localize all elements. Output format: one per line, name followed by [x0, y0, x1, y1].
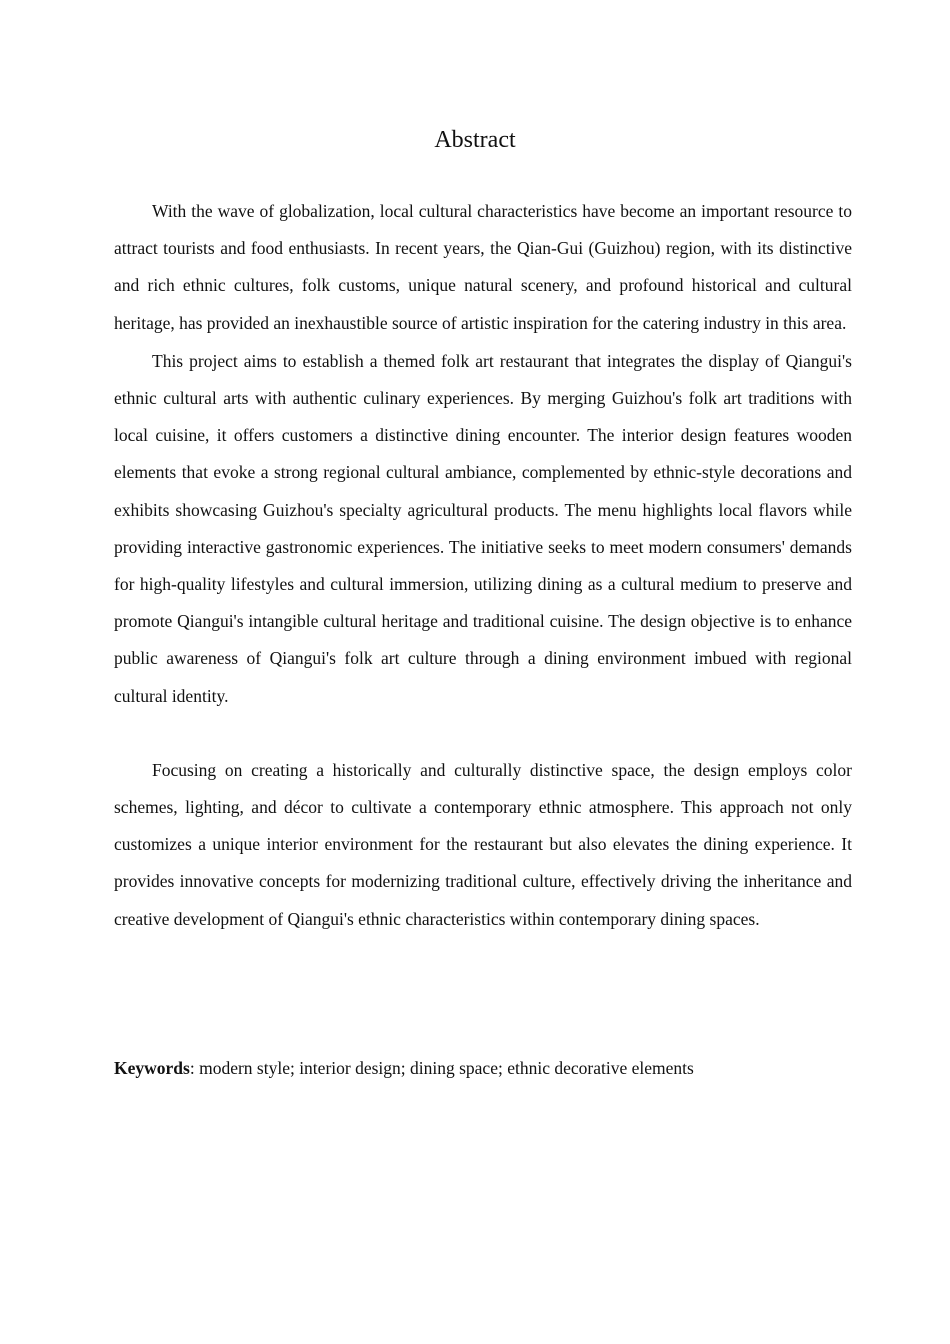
keywords-line — [114, 1055, 852, 1081]
abstract-title: Abstract — [434, 127, 516, 153]
keywords-label: Keywords — [114, 1058, 190, 1078]
paragraph-project-aims: This project aims to establish a themed folk art restaurant that integrates the display of Qiangui's ethnic cultural arts with authentic culinary experiences. By merging Guizhou's folk art traditions with local cuisine, it offers customers a distinctive dining encounter. The interior design features wooden elements that evoke a strong regional cultural ambiance, complemented by ethnic-style decorations and exhibits showcasing Guizhou's specialty agricultural products. The menu highlights local flavors while providing interactive gastronomic experiences. The initiative seeks to meet modern consumers' demands for high-quality lifestyles and cultural immersion, utilizing dining as a cultural medium to preserve and promote Qiangui's intangible cultural heritage and traditional cuisine. The design objective is to enhance public awareness of Qiangui's folk art culture through a dining environment imbued with regional cultural identity. — [114, 350, 852, 706]
paragraph-design-focus: Focusing on creating a historically and culturally distinctive space, the design employs color schemes, lighting, and décor to cultivate a contemporary ethnic atmosphere. This approach not only customizes a unique interior environment for the restaurant but also elevates the dining experience. It provides innovative concepts for modernizing traditional culture, effectively driving the inheritance and creative development of Qiangui's ethnic characteristics within contemporary dining spaces. — [114, 759, 852, 929]
keywords-text: modern style; interior design; dining space; ethnic decorative elements — [199, 1058, 694, 1078]
keywords-separator: : — [189, 1058, 200, 1078]
abstract-body — [114, 193, 852, 938]
paragraph-globalization: With the wave of globalization, local cultural characteristics have become an important resource to attract tourists and food enthusiasts. In recent years, the Qian-Gui (Guizhou) region, with its distinctive and rich ethnic cultures, folk customs, unique natural scenery, and profound historical and cultural heritage, has provided an inexhaustible source of artistic inspiration for the catering industry in this area. — [114, 201, 852, 333]
